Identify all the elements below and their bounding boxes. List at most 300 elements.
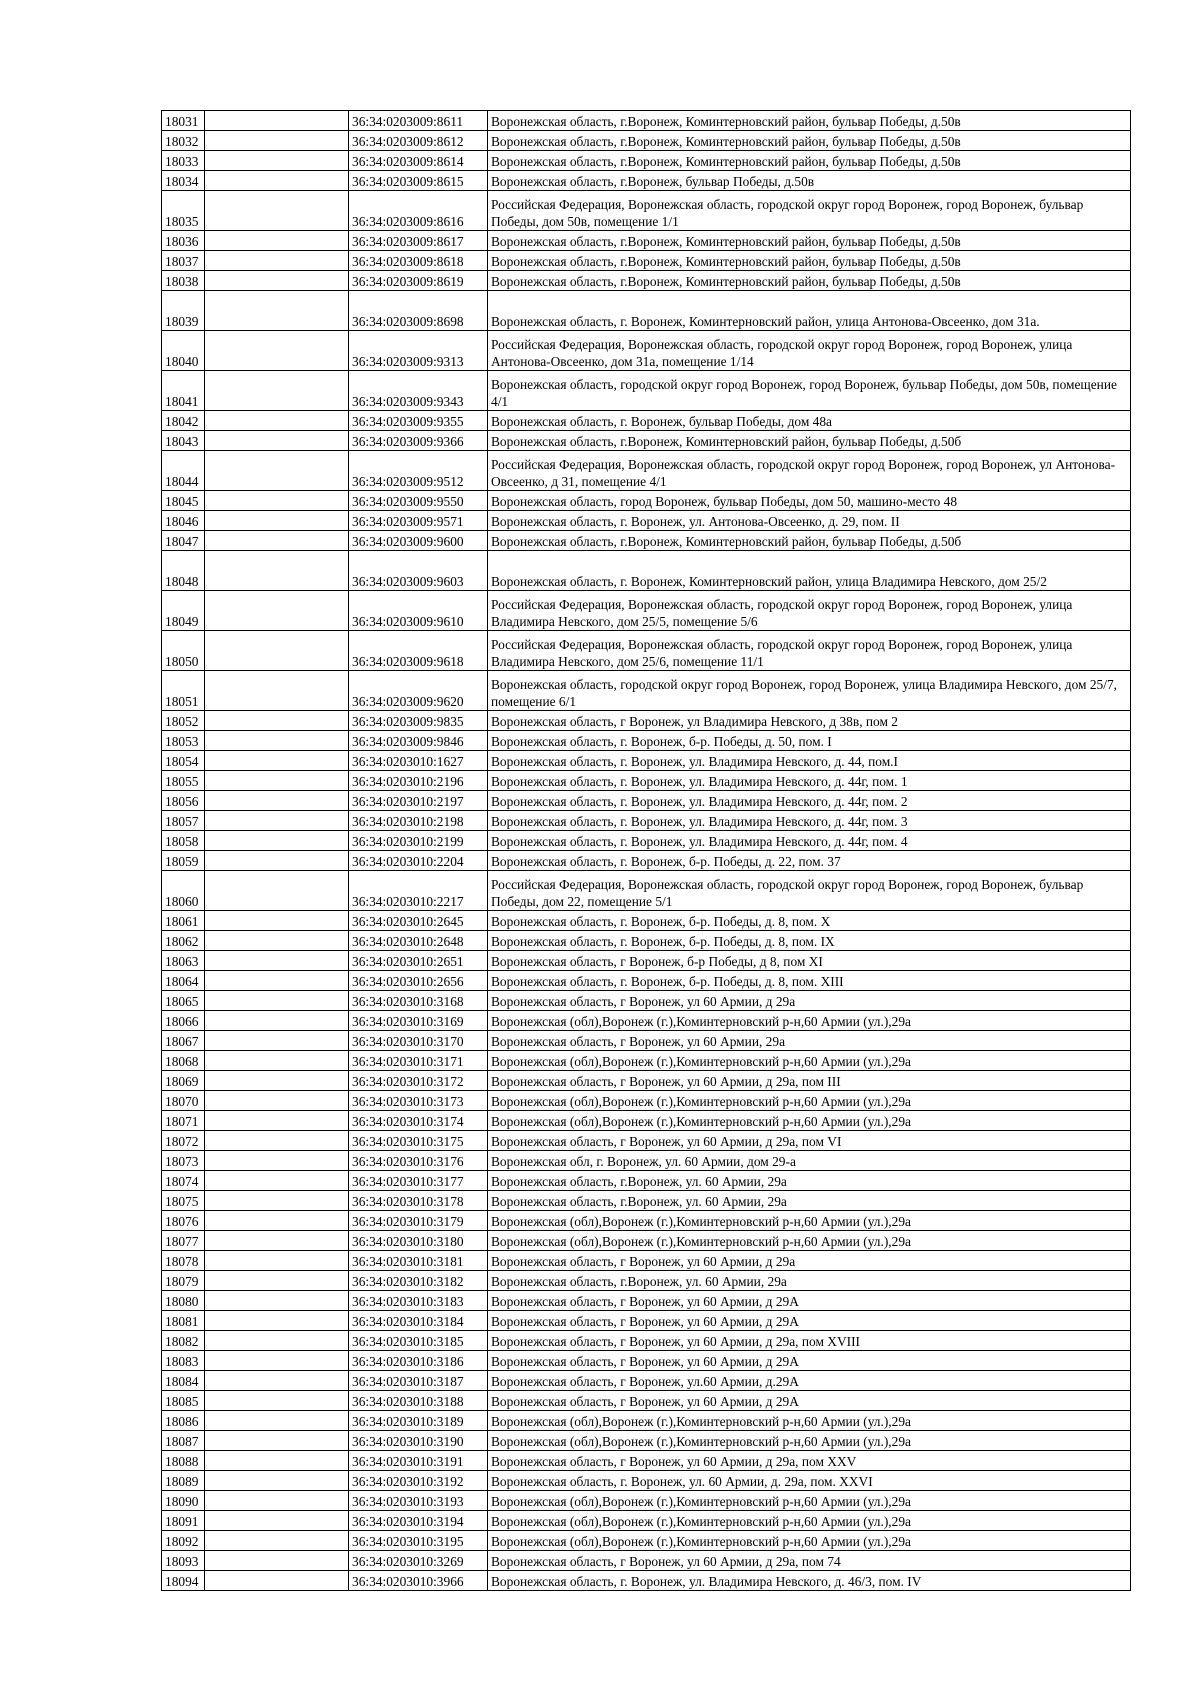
cadastral-number-cell: 36:34:0203010:3269 xyxy=(349,1551,488,1571)
cadastral-number-cell: 36:34:0203010:3195 xyxy=(349,1531,488,1551)
table-row xyxy=(162,811,1131,831)
cadastral-number-cell: 36:34:0203010:2648 xyxy=(349,931,488,951)
cadastral-number-cell: 36:34:0203010:3170 xyxy=(349,1031,488,1051)
table-row xyxy=(162,551,1131,591)
cadastral-number-cell: 36:34:0203009:9355 xyxy=(349,411,488,431)
address-cell: Воронежская (обл),Воронеж (г.),Коминтерновский р-н,60 Армии (ул.),29а xyxy=(488,1411,1131,1431)
address-cell: Воронежская область, городской округ город Воронеж, город Воронеж, улица Владимира Невского, дом 25/7, помещение 6/1 xyxy=(488,671,1131,711)
address-cell: Российская Федерация, Воронежская область, городской округ город Воронеж, город Воронеж, улица Владимира Невского, дом 25/5, помещение 5/6 xyxy=(488,591,1131,631)
cadastral-number-cell: 36:34:0203009:9835 xyxy=(349,711,488,731)
table-row xyxy=(162,1071,1131,1091)
row-number-cell: 18078 xyxy=(162,1251,205,1271)
empty-cell xyxy=(205,1431,349,1451)
cadastral-number-cell: 36:34:0203009:9366 xyxy=(349,431,488,451)
empty-cell xyxy=(205,1011,349,1031)
row-number-cell: 18084 xyxy=(162,1371,205,1391)
address-cell: Воронежская (обл),Воронеж (г.),Коминтерновский р-н,60 Армии (ул.),29а xyxy=(488,1511,1131,1531)
table-row xyxy=(162,1491,1131,1511)
table-row xyxy=(162,231,1131,251)
cadastral-number-cell: 36:34:0203010:3173 xyxy=(349,1091,488,1111)
address-cell: Воронежская область, г Воронеж, ул Владимира Невского, д 38в, пом 2 xyxy=(488,711,1131,731)
empty-cell xyxy=(205,1291,349,1311)
cadastral-number-cell: 36:34:0203010:2217 xyxy=(349,871,488,911)
row-number-cell: 18091 xyxy=(162,1511,205,1531)
address-cell: Воронежская область, г.Воронеж, Коминтерновский район, бульвар Победы, д.50в xyxy=(488,131,1131,151)
address-cell: Воронежская область, г.Воронеж, Коминтерновский район, бульвар Победы, д.50в xyxy=(488,111,1131,131)
empty-cell xyxy=(205,791,349,811)
cadastral-number-cell: 36:34:0203010:3172 xyxy=(349,1071,488,1091)
empty-cell xyxy=(205,491,349,511)
row-number-cell: 18077 xyxy=(162,1231,205,1251)
table-row xyxy=(162,791,1131,811)
cadastral-number-cell: 36:34:0203009:8698 xyxy=(349,291,488,331)
address-cell: Российская Федерация, Воронежская область, городской округ город Воронеж, город Воронеж, ул Антонова-Овсеенко, д 31, помещение 4/1 xyxy=(488,451,1131,491)
address-cell: Воронежская область, г. Воронеж, ул. Владимира Невского, д. 44, пом.I xyxy=(488,751,1131,771)
empty-cell xyxy=(205,1091,349,1111)
empty-cell xyxy=(205,291,349,331)
cadastral-number-cell: 36:34:0203010:3183 xyxy=(349,1291,488,1311)
row-number-cell: 18089 xyxy=(162,1471,205,1491)
empty-cell xyxy=(205,331,349,371)
address-cell: Воронежская область, г Воронеж, ул 60 Армии, 29а xyxy=(488,1031,1131,1051)
table-row xyxy=(162,871,1131,911)
cadastral-number-cell: 36:34:0203009:8617 xyxy=(349,231,488,251)
row-number-cell: 18086 xyxy=(162,1411,205,1431)
cadastral-number-cell: 36:34:0203010:3177 xyxy=(349,1171,488,1191)
address-cell: Воронежская область, городской округ город Воронеж, город Воронеж, бульвар Победы, дом 50в, помещение 4/1 xyxy=(488,371,1131,411)
table-row xyxy=(162,511,1131,531)
row-number-cell: 18071 xyxy=(162,1111,205,1131)
table-row xyxy=(162,1291,1131,1311)
empty-cell xyxy=(205,271,349,291)
table-row xyxy=(162,931,1131,951)
cadastral-number-cell: 36:34:0203009:8611 xyxy=(349,111,488,131)
empty-cell xyxy=(205,251,349,271)
empty-cell xyxy=(205,1391,349,1411)
address-cell: Воронежская область, г Воронеж, ул 60 Армии, д 29А xyxy=(488,1391,1131,1411)
table-row xyxy=(162,111,1131,131)
row-number-cell: 18094 xyxy=(162,1571,205,1591)
row-number-cell: 18034 xyxy=(162,171,205,191)
address-cell: Воронежская область, г Воронеж, ул 60 Армии, д 29А xyxy=(488,1311,1131,1331)
table-row xyxy=(162,1511,1131,1531)
cadastral-number-cell: 36:34:0203010:2199 xyxy=(349,831,488,851)
empty-cell xyxy=(205,171,349,191)
cadastral-number-cell: 36:34:0203010:2197 xyxy=(349,791,488,811)
cadastral-number-cell: 36:34:0203009:9620 xyxy=(349,671,488,711)
address-cell: Воронежская область, г.Воронеж, Коминтерновский район, бульвар Победы, д.50б xyxy=(488,431,1131,451)
address-cell: Воронежская (обл),Воронеж (г.),Коминтерновский р-н,60 Армии (ул.),29а xyxy=(488,1531,1131,1551)
cadastral-number-cell: 36:34:0203010:2196 xyxy=(349,771,488,791)
row-number-cell: 18068 xyxy=(162,1051,205,1071)
cadastral-number-cell: 36:34:0203009:9618 xyxy=(349,631,488,671)
empty-cell xyxy=(205,1571,349,1591)
empty-cell xyxy=(205,111,349,131)
table-row xyxy=(162,1011,1131,1031)
table-row xyxy=(162,951,1131,971)
row-number-cell: 18072 xyxy=(162,1131,205,1151)
cadastral-number-cell: 36:34:0203009:9571 xyxy=(349,511,488,531)
row-number-cell: 18051 xyxy=(162,671,205,711)
row-number-cell: 18087 xyxy=(162,1431,205,1451)
row-number-cell: 18083 xyxy=(162,1351,205,1371)
empty-cell xyxy=(205,1031,349,1051)
cadastral-number-cell: 36:34:0203010:2645 xyxy=(349,911,488,931)
table-row xyxy=(162,371,1131,411)
address-cell: Воронежская область, г. Воронеж, ул. Владимира Невского, д. 44г, пом. 4 xyxy=(488,831,1131,851)
cadastral-number-cell: 36:34:0203010:3171 xyxy=(349,1051,488,1071)
address-cell: Российская Федерация, Воронежская область, городской округ город Воронеж, город Воронеж, бульвар Победы, дом 22, помещение 5/1 xyxy=(488,871,1131,911)
table-row xyxy=(162,1571,1131,1591)
table-row xyxy=(162,1471,1131,1491)
address-cell: Российская Федерация, Воронежская область, городской округ город Воронеж, город Воронеж, бульвар Победы, дом 50в, помещение 1/1 xyxy=(488,191,1131,231)
empty-cell xyxy=(205,191,349,231)
empty-cell xyxy=(205,911,349,931)
empty-cell xyxy=(205,231,349,251)
table-row xyxy=(162,711,1131,731)
row-number-cell: 18074 xyxy=(162,1171,205,1191)
address-cell: Воронежская (обл),Воронеж (г.),Коминтерновский р-н,60 Армии (ул.),29а xyxy=(488,1231,1131,1251)
address-cell: Воронежская область, г. Воронеж, ул. Владимира Невского, д. 44г, пом. 1 xyxy=(488,771,1131,791)
address-cell: Воронежская область, г.Воронеж, ул. 60 Армии, 29а xyxy=(488,1271,1131,1291)
table-row xyxy=(162,1351,1131,1371)
table-row xyxy=(162,1551,1131,1571)
table-row xyxy=(162,491,1131,511)
row-number-cell: 18061 xyxy=(162,911,205,931)
empty-cell xyxy=(205,1131,349,1151)
row-number-cell: 18065 xyxy=(162,991,205,1011)
table-row xyxy=(162,1331,1131,1351)
table-row xyxy=(162,271,1131,291)
empty-cell xyxy=(205,511,349,531)
cadastral-number-cell: 36:34:0203010:3186 xyxy=(349,1351,488,1371)
empty-cell xyxy=(205,131,349,151)
empty-cell xyxy=(205,551,349,591)
row-number-cell: 18092 xyxy=(162,1531,205,1551)
row-number-cell: 18032 xyxy=(162,131,205,151)
table-row xyxy=(162,771,1131,791)
empty-cell xyxy=(205,951,349,971)
address-cell: Воронежская область, г Воронеж, ул 60 Армии, д 29а, пом 74 xyxy=(488,1551,1131,1571)
cadastral-number-cell: 36:34:0203009:9550 xyxy=(349,491,488,511)
table-row xyxy=(162,431,1131,451)
row-number-cell: 18033 xyxy=(162,151,205,171)
address-cell: Российская Федерация, Воронежская область, городской округ город Воронеж, город Воронеж, улица Антонова-Овсеенко, дом 31а, помещение 1/14 xyxy=(488,331,1131,371)
cadastral-number-cell: 36:34:0203010:2656 xyxy=(349,971,488,991)
address-cell: Воронежская область, г.Воронеж, Коминтерновский район, бульвар Победы, д.50в xyxy=(488,271,1131,291)
table-row xyxy=(162,991,1131,1011)
address-cell: Воронежская область, г.Воронеж, ул. 60 Армии, 29а xyxy=(488,1171,1131,1191)
cadastral-number-cell: 36:34:0203009:9343 xyxy=(349,371,488,411)
table-row xyxy=(162,1411,1131,1431)
cadastral-number-cell: 36:34:0203009:8619 xyxy=(349,271,488,291)
row-number-cell: 18048 xyxy=(162,551,205,591)
row-number-cell: 18082 xyxy=(162,1331,205,1351)
cadastral-number-cell: 36:34:0203010:3187 xyxy=(349,1371,488,1391)
row-number-cell: 18045 xyxy=(162,491,205,511)
row-number-cell: 18080 xyxy=(162,1291,205,1311)
cadastral-number-cell: 36:34:0203009:8618 xyxy=(349,251,488,271)
address-cell: Воронежская область, город Воронеж, бульвар Победы, дом 50, машино-место 48 xyxy=(488,491,1131,511)
table-row xyxy=(162,1271,1131,1291)
row-number-cell: 18047 xyxy=(162,531,205,551)
empty-cell xyxy=(205,1331,349,1351)
row-number-cell: 18064 xyxy=(162,971,205,991)
table-row xyxy=(162,1211,1131,1231)
empty-cell xyxy=(205,671,349,711)
address-cell: Воронежская область, г.Воронеж, ул. 60 Армии, 29а xyxy=(488,1191,1131,1211)
empty-cell xyxy=(205,1111,349,1131)
row-number-cell: 18054 xyxy=(162,751,205,771)
row-number-cell: 18037 xyxy=(162,251,205,271)
table-row xyxy=(162,191,1131,231)
cadastral-number-cell: 36:34:0203010:3168 xyxy=(349,991,488,1011)
empty-cell xyxy=(205,1071,349,1091)
row-number-cell: 18060 xyxy=(162,871,205,911)
empty-cell xyxy=(205,1511,349,1531)
cadastral-number-cell: 36:34:0203009:8615 xyxy=(349,171,488,191)
row-number-cell: 18049 xyxy=(162,591,205,631)
cadastral-number-cell: 36:34:0203010:3188 xyxy=(349,1391,488,1411)
empty-cell xyxy=(205,1531,349,1551)
cadastral-number-cell: 36:34:0203009:9610 xyxy=(349,591,488,631)
address-cell: Воронежская (обл),Воронеж (г.),Коминтерновский р-н,60 Армии (ул.),29а xyxy=(488,1011,1131,1031)
table-row xyxy=(162,1171,1131,1191)
address-cell: Воронежская область, г. Воронеж, б-р. Победы, д. 8, пом. IX xyxy=(488,931,1131,951)
cadastral-number-cell: 36:34:0203010:3169 xyxy=(349,1011,488,1031)
cadastral-number-cell: 36:34:0203010:2198 xyxy=(349,811,488,831)
table-row xyxy=(162,1251,1131,1271)
empty-cell xyxy=(205,1471,349,1491)
table-row xyxy=(162,291,1131,331)
table-row xyxy=(162,151,1131,171)
empty-cell xyxy=(205,631,349,671)
empty-cell xyxy=(205,1271,349,1291)
empty-cell xyxy=(205,1171,349,1191)
empty-cell xyxy=(205,1191,349,1211)
address-cell: Воронежская область, г.Воронеж, бульвар Победы, д.50в xyxy=(488,171,1131,191)
address-cell: Воронежская область, г Воронеж, ул 60 Армии, д 29А xyxy=(488,1291,1131,1311)
empty-cell xyxy=(205,851,349,871)
empty-cell xyxy=(205,1551,349,1571)
row-number-cell: 18031 xyxy=(162,111,205,131)
address-cell: Воронежская (обл),Воронеж (г.),Коминтерновский р-н,60 Армии (ул.),29а xyxy=(488,1431,1131,1451)
table-row xyxy=(162,251,1131,271)
row-number-cell: 18067 xyxy=(162,1031,205,1051)
empty-cell xyxy=(205,871,349,911)
table-row xyxy=(162,1431,1131,1451)
address-cell: Воронежская область, г Воронеж, ул 60 Армии, д 29А xyxy=(488,1351,1131,1371)
address-cell: Воронежская область, г Воронеж, ул 60 Армии, д 29а xyxy=(488,991,1131,1011)
row-number-cell: 18050 xyxy=(162,631,205,671)
empty-cell xyxy=(205,371,349,411)
cadastral-number-cell: 36:34:0203010:3178 xyxy=(349,1191,488,1211)
row-number-cell: 18066 xyxy=(162,1011,205,1031)
empty-cell xyxy=(205,1491,349,1511)
address-cell: Воронежская (обл),Воронеж (г.),Коминтерновский р-н,60 Армии (ул.),29а xyxy=(488,1111,1131,1131)
table-row xyxy=(162,1231,1131,1251)
table-row xyxy=(162,1531,1131,1551)
empty-cell xyxy=(205,1051,349,1071)
empty-cell xyxy=(205,591,349,631)
address-cell: Воронежская (обл),Воронеж (г.),Коминтерновский р-н,60 Армии (ул.),29а xyxy=(488,1051,1131,1071)
table-row xyxy=(162,131,1131,151)
cadastral-number-cell: 36:34:0203010:3175 xyxy=(349,1131,488,1151)
empty-cell xyxy=(205,531,349,551)
empty-cell xyxy=(205,1371,349,1391)
table-row xyxy=(162,631,1131,671)
table-row xyxy=(162,331,1131,371)
cadastral-number-cell: 36:34:0203010:2651 xyxy=(349,951,488,971)
cadastral-number-cell: 36:34:0203010:3190 xyxy=(349,1431,488,1451)
row-number-cell: 18035 xyxy=(162,191,205,231)
address-cell: Воронежская область, г. Воронеж, ул. Владимира Невского, д. 44г, пом. 2 xyxy=(488,791,1131,811)
row-number-cell: 18058 xyxy=(162,831,205,851)
table-row xyxy=(162,751,1131,771)
cadastral-number-cell: 36:34:0203009:9512 xyxy=(349,451,488,491)
empty-cell xyxy=(205,411,349,431)
table-row xyxy=(162,591,1131,631)
cadastral-number-cell: 36:34:0203010:3181 xyxy=(349,1251,488,1271)
address-cell: Воронежская область, г. Воронеж, Коминтерновский район, улица Владимира Невского, дом 25/2 xyxy=(488,551,1131,591)
address-cell: Воронежская область, г.Воронеж, Коминтерновский район, бульвар Победы, д.50в xyxy=(488,151,1131,171)
row-number-cell: 18038 xyxy=(162,271,205,291)
row-number-cell: 18043 xyxy=(162,431,205,451)
row-number-cell: 18044 xyxy=(162,451,205,491)
row-number-cell: 18042 xyxy=(162,411,205,431)
address-cell: Российская Федерация, Воронежская область, городской округ город Воронеж, город Воронеж, улица Владимира Невского, дом 25/6, помещение 11/1 xyxy=(488,631,1131,671)
cadastral-number-cell: 36:34:0203010:3189 xyxy=(349,1411,488,1431)
table-row xyxy=(162,851,1131,871)
address-cell: Воронежская область, г. Воронеж, бульвар Победы, дом 48а xyxy=(488,411,1131,431)
empty-cell xyxy=(205,1451,349,1471)
cadastral-number-cell: 36:34:0203010:3182 xyxy=(349,1271,488,1291)
address-cell: Воронежская область, г Воронеж, ул 60 Армии, д 29а, пом VI xyxy=(488,1131,1131,1151)
cadastral-number-cell: 36:34:0203010:3180 xyxy=(349,1231,488,1251)
address-cell: Воронежская область, г. Воронеж, ул. Антонова-Овсеенко, д. 29, пом. II xyxy=(488,511,1131,531)
address-cell: Воронежская (обл),Воронеж (г.),Коминтерновский р-н,60 Армии (ул.),29а xyxy=(488,1491,1131,1511)
cadastral-number-cell: 36:34:0203009:9600 xyxy=(349,531,488,551)
row-number-cell: 18036 xyxy=(162,231,205,251)
row-number-cell: 18073 xyxy=(162,1151,205,1171)
table-row xyxy=(162,831,1131,851)
empty-cell xyxy=(205,431,349,451)
row-number-cell: 18039 xyxy=(162,291,205,331)
empty-cell xyxy=(205,931,349,951)
table-row xyxy=(162,1091,1131,1111)
row-number-cell: 18063 xyxy=(162,951,205,971)
address-cell: Воронежская область, г. Воронеж, ул. Владимира Невского, д. 44г, пом. 3 xyxy=(488,811,1131,831)
empty-cell xyxy=(205,1231,349,1251)
address-cell: Воронежская область, г. Воронеж, ул. 60 Армии, д. 29а, пом. XXVI xyxy=(488,1471,1131,1491)
address-cell: Воронежская область, г. Воронеж, б-р. Победы, д. 22, пом. 37 xyxy=(488,851,1131,871)
cadastral-number-cell: 36:34:0203010:3185 xyxy=(349,1331,488,1351)
table-row xyxy=(162,1151,1131,1171)
row-number-cell: 18055 xyxy=(162,771,205,791)
cadastral-number-cell: 36:34:0203010:3184 xyxy=(349,1311,488,1331)
row-number-cell: 18062 xyxy=(162,931,205,951)
row-number-cell: 18052 xyxy=(162,711,205,731)
row-number-cell: 18059 xyxy=(162,851,205,871)
address-cell: Воронежская (обл),Воронеж (г.),Коминтерновский р-н,60 Армии (ул.),29а xyxy=(488,1211,1131,1231)
address-cell: Воронежская область, г. Воронеж, б-р. Победы, д. 8, пом. X xyxy=(488,911,1131,931)
empty-cell xyxy=(205,1151,349,1171)
row-number-cell: 18040 xyxy=(162,331,205,371)
address-cell: Воронежская область, г Воронеж, ул 60 Армии, д 29а, пом XVIII xyxy=(488,1331,1131,1351)
empty-cell xyxy=(205,1411,349,1431)
table-row xyxy=(162,1371,1131,1391)
address-cell: Воронежская область, г.Воронеж, Коминтерновский район, бульвар Победы, д.50в xyxy=(488,251,1131,271)
empty-cell xyxy=(205,1211,349,1231)
cadastral-number-cell: 36:34:0203010:2204 xyxy=(349,851,488,871)
row-number-cell: 18041 xyxy=(162,371,205,411)
table-row xyxy=(162,1131,1131,1151)
table-row xyxy=(162,911,1131,931)
cadastral-number-cell: 36:34:0203010:3192 xyxy=(349,1471,488,1491)
row-number-cell: 18090 xyxy=(162,1491,205,1511)
row-number-cell: 18088 xyxy=(162,1451,205,1471)
table-row xyxy=(162,1111,1131,1131)
table-row xyxy=(162,971,1131,991)
row-number-cell: 18056 xyxy=(162,791,205,811)
address-cell: Воронежская обл, г. Воронеж, ул. 60 Армии, дом 29-а xyxy=(488,1151,1131,1171)
table-row xyxy=(162,1051,1131,1071)
empty-cell xyxy=(205,751,349,771)
row-number-cell: 18076 xyxy=(162,1211,205,1231)
row-number-cell: 18053 xyxy=(162,731,205,751)
cadastral-number-cell: 36:34:0203010:3966 xyxy=(349,1571,488,1591)
cadastral-number-cell: 36:34:0203009:9603 xyxy=(349,551,488,591)
empty-cell xyxy=(205,991,349,1011)
table-row xyxy=(162,731,1131,751)
cadastral-number-cell: 36:34:0203010:3193 xyxy=(349,1491,488,1511)
address-cell: Воронежская область, г Воронеж, ул.60 Армии, д.29А xyxy=(488,1371,1131,1391)
empty-cell xyxy=(205,731,349,751)
address-cell: Воронежская область, г Воронеж, ул 60 Армии, д 29а xyxy=(488,1251,1131,1271)
address-cell: Воронежская область, г.Воронеж, Коминтерновский район, бульвар Победы, д.50б xyxy=(488,531,1131,551)
empty-cell xyxy=(205,451,349,491)
row-number-cell: 18085 xyxy=(162,1391,205,1411)
empty-cell xyxy=(205,1311,349,1331)
empty-cell xyxy=(205,831,349,851)
table-row xyxy=(162,171,1131,191)
cadastral-number-cell: 36:34:0203009:9846 xyxy=(349,731,488,751)
address-cell: Воронежская область, г. Воронеж, Коминтерновский район, улица Антонова-Овсеенко, дом 31а. xyxy=(488,291,1131,331)
address-cell: Воронежская (обл),Воронеж (г.),Коминтерновский р-н,60 Армии (ул.),29а xyxy=(488,1091,1131,1111)
address-cell: Воронежская область, г. Воронеж, б-р. Победы, д. 50, пом. I xyxy=(488,731,1131,751)
table-row xyxy=(162,1191,1131,1211)
row-number-cell: 18057 xyxy=(162,811,205,831)
table-row xyxy=(162,411,1131,431)
property-registry-table xyxy=(161,110,1131,1591)
cadastral-number-cell: 36:34:0203010:3191 xyxy=(349,1451,488,1471)
empty-cell xyxy=(205,1351,349,1371)
table-row xyxy=(162,1391,1131,1411)
address-cell: Воронежская область, г Воронеж, ул 60 Армии, д 29а, пом XXV xyxy=(488,1451,1131,1471)
table-row xyxy=(162,531,1131,551)
empty-cell xyxy=(205,971,349,991)
cadastral-number-cell: 36:34:0203009:8616 xyxy=(349,191,488,231)
empty-cell xyxy=(205,811,349,831)
address-cell: Воронежская область, г.Воронеж, Коминтерновский район, бульвар Победы, д.50в xyxy=(488,231,1131,251)
cadastral-number-cell: 36:34:0203010:3174 xyxy=(349,1111,488,1131)
row-number-cell: 18075 xyxy=(162,1191,205,1211)
cadastral-number-cell: 36:34:0203010:3176 xyxy=(349,1151,488,1171)
empty-cell xyxy=(205,771,349,791)
cadastral-number-cell: 36:34:0203010:3194 xyxy=(349,1511,488,1531)
table-row xyxy=(162,1311,1131,1331)
registry-rows xyxy=(162,111,1131,1591)
